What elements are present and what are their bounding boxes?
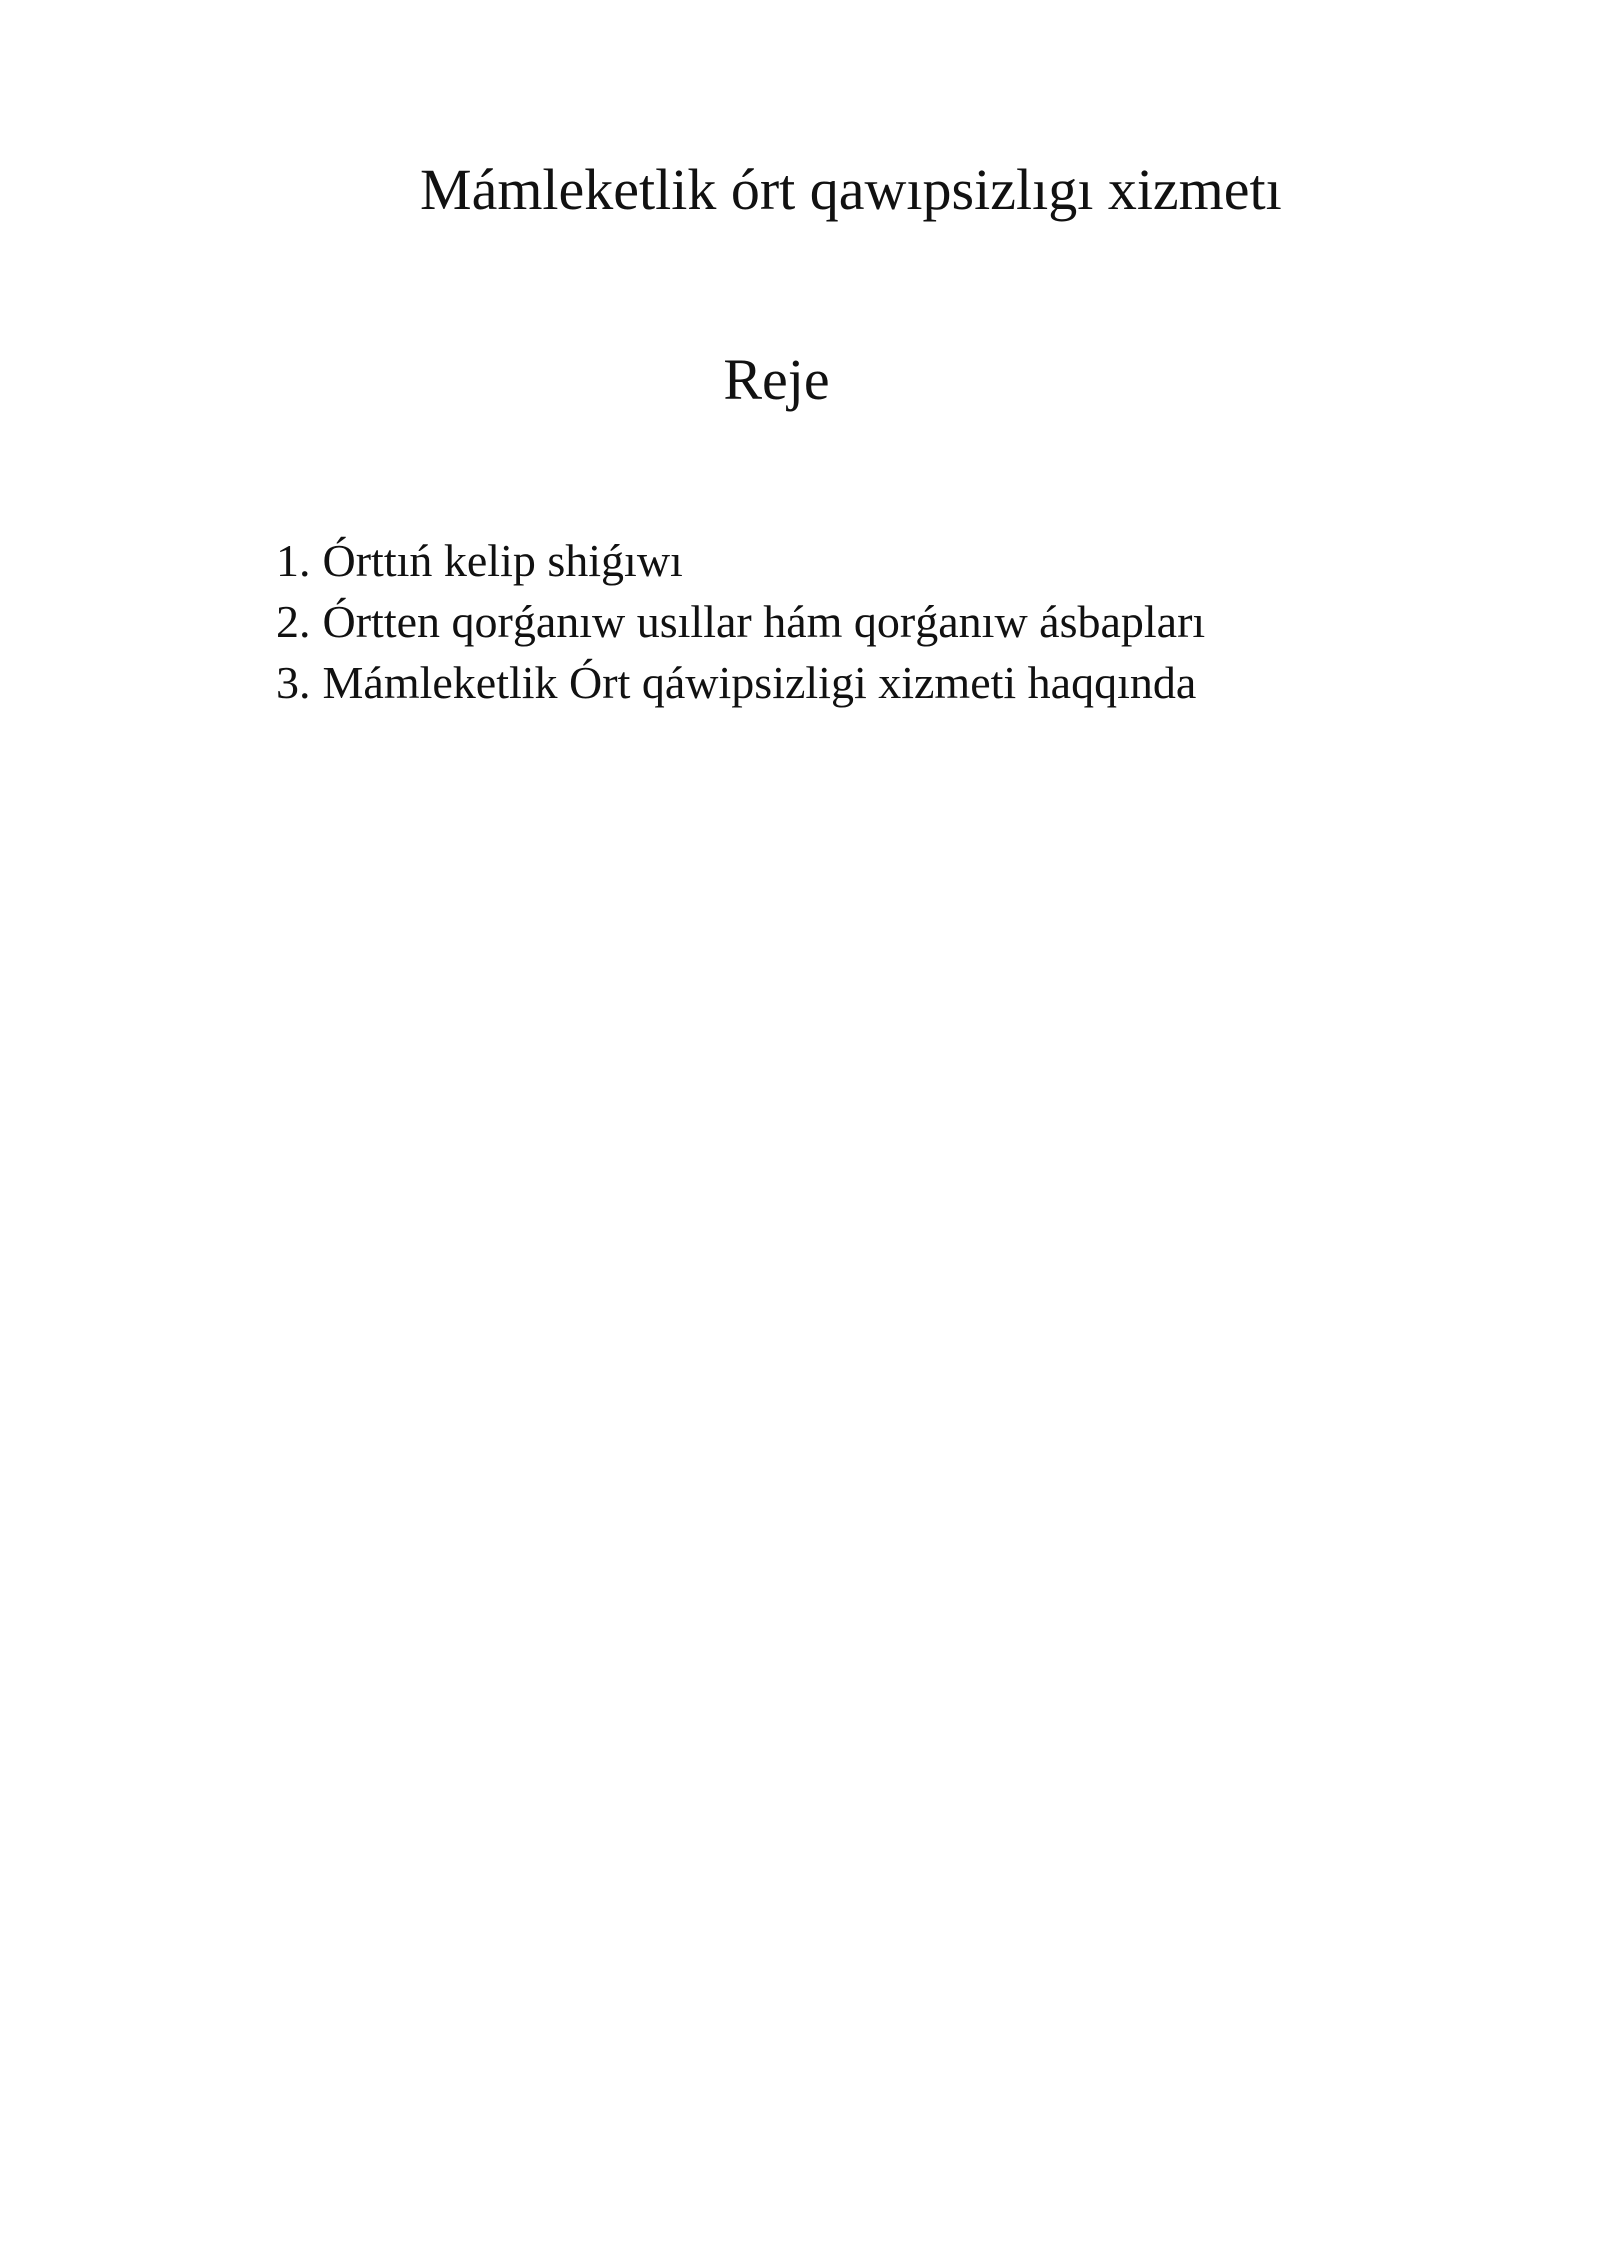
list-item-text: Mámleketlik Órt qáwipsizligi xizmeti haqqında (322, 657, 1197, 708)
list-item-number: 3. (276, 657, 311, 708)
list-item-number: 1. (276, 535, 311, 586)
list-item-text: Órtten qorǵanıw usıllar hám qorǵanıw ásbapları (322, 596, 1206, 647)
list-item-text: Órttıń kelip shiǵıwı (322, 535, 683, 586)
list-item-number: 2. (276, 596, 311, 647)
plan-heading: Reje (723, 347, 830, 412)
document-title: Mámleketlik órt qawıpsizlıgı xizmetı (420, 157, 1282, 222)
list-item (276, 530, 1205, 591)
plan-list (276, 530, 1205, 713)
list-item (276, 591, 1205, 652)
list-item (276, 652, 1205, 713)
